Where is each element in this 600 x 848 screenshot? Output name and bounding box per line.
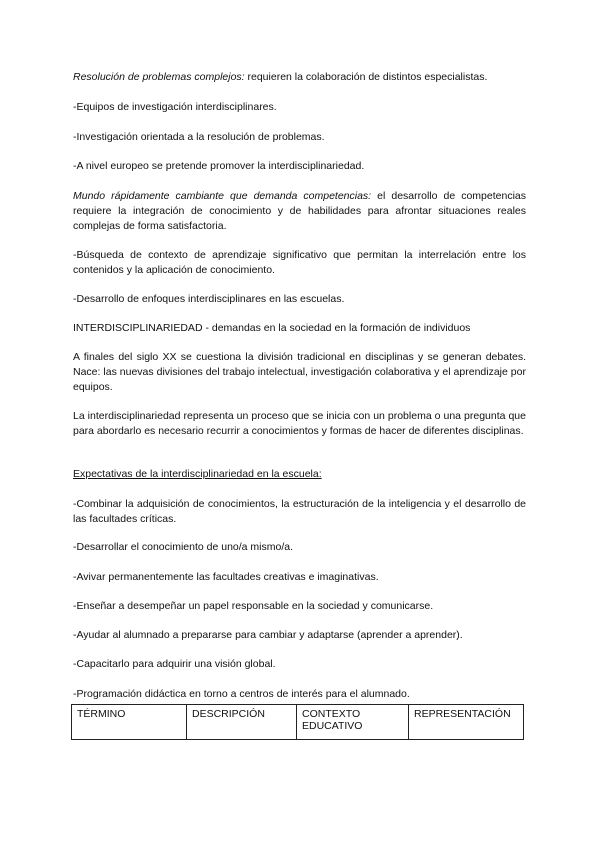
bullet-meaningful-context: -Búsqueda de contexto de aprendizaje significativo que permitan la interrelación entre los contenidos y la aplicación de conocimiento. xyxy=(73,249,526,276)
bullet-creative-faculties: -Avivar permanentemente las facultades creativas e imaginativas. xyxy=(73,571,379,583)
table-header-term: TÉRMINO xyxy=(72,705,187,740)
section-heading-expectations: Expectativas de la interdisciplinariedad en la escuela: xyxy=(73,468,322,480)
paragraph-interdisciplinarity-definition: La interdisciplinariedad representa un proceso que se inicia con un problema o una pregunta que para abordarlo es necesario recurrir a conocimientos y formas de hacer de diferentes disciplinas. xyxy=(73,410,526,437)
paragraph-twentieth-century: A finales del siglo XX se cuestiona la división tradicional en disciplinas y se generan debates. Nace: las nuevas divisiones del trabajo intelectual, investigación colaborativa y el aprendizaje por equipos. xyxy=(73,351,526,393)
table-header-row xyxy=(72,705,524,740)
bullet-self-knowledge: -Desarrollar el conocimiento de uno/a mismo/a. xyxy=(73,541,294,553)
paragraph-changing-world xyxy=(73,189,526,234)
bullet-global-vision: -Capacitarlo para adquirir una visión global. xyxy=(73,658,276,670)
bullet-learn-to-learn: -Ayudar al alumnado a prepararse para cambiar y adaptarse (aprender a aprender). xyxy=(73,629,463,641)
bullet-european-level: -A nivel europeo se pretende promover la interdisciplinariedad. xyxy=(73,160,365,172)
table-header-educational-context: CONTEXTO EDUCATIVO xyxy=(297,705,409,740)
bullet-problem-oriented-research: -Investigación orientada a la resolución de problemas. xyxy=(73,131,325,143)
italic-heading-complex-problems: Resolución de problemas complejos: xyxy=(73,71,245,83)
bullet-didactic-programming: -Programación didáctica en torno a centros de interés para el alumnado. xyxy=(73,688,410,700)
paragraph-text: requieren la colaboración de distintos especialistas. xyxy=(244,71,488,83)
paragraph-complex-problems xyxy=(73,70,526,85)
bullet-interdisciplinary-teams: -Equipos de investigación interdisciplinares. xyxy=(73,101,277,113)
table-header-representation: REPRESENTACIÓN xyxy=(409,705,524,740)
paragraph-text: el desarrollo de competencias requiere la integración de conocimiento y de habilidades para afrontar situaciones reales complejas de forma satisfactoria. xyxy=(73,190,526,232)
bullet-combine-knowledge: -Combinar la adquisición de conocimientos, la estructuración de la inteligencia y el desarrollo de las facultades críticas. xyxy=(73,498,526,525)
table-header-description: DESCRIPCIÓN xyxy=(187,705,297,740)
paragraph-interdisciplinarity-heading: INTERDISCIPLINARIEDAD - demandas en la sociedad en la formación de individuos xyxy=(73,322,471,334)
bullet-responsible-role: -Enseñar a desempeñar un papel responsable en la sociedad y comunicarse. xyxy=(73,600,434,612)
italic-heading-changing-world: Mundo rápidamente cambiante que demanda competencias: xyxy=(73,190,372,202)
terms-table xyxy=(71,704,524,740)
bullet-interdisciplinary-approaches: -Desarrollo de enfoques interdisciplinares en las escuelas. xyxy=(73,293,345,305)
